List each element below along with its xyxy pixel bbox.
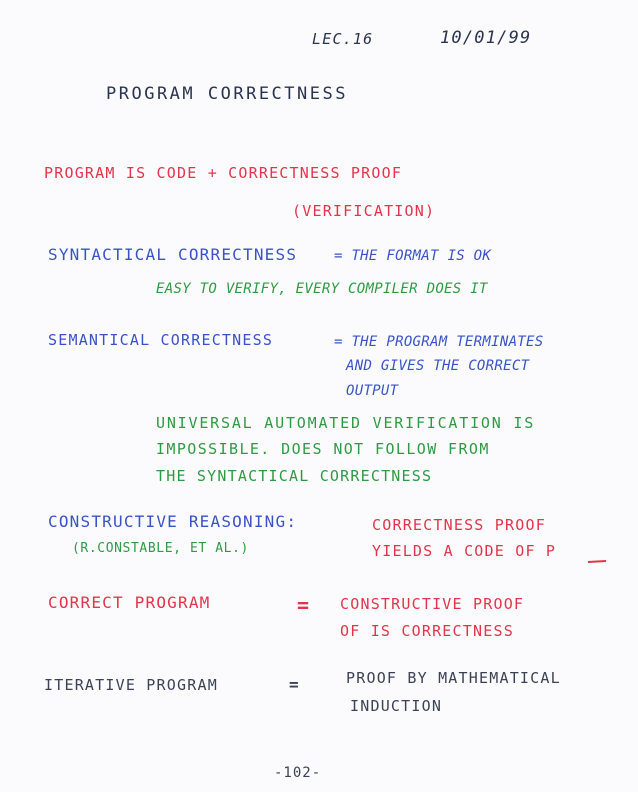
semantical-note-line-1: UNIVERSAL AUTOMATED VERIFICATION IS [156,414,536,432]
constructive-definition-line-2: YIELDS A CODE OF P [372,542,557,560]
semantical-note-line-3: THE SYNTACTICAL CORRECTNESS [156,467,433,485]
correct-program-term: CORRECT PROGRAM [48,593,211,612]
semantical-note-line-2: IMPOSSIBLE. DOES NOT FOLLOW FROM [156,440,490,458]
semantical-definition-line-2: AND GIVES THE CORRECT [346,358,530,374]
correct-program-definition-line-2: OF IS CORRECTNESS [340,622,514,640]
iterative-definition-line-2: INDUCTION [350,697,443,715]
correct-program-definition-line-1: CONSTRUCTIVE PROOF [340,595,525,613]
syntactical-note: EASY TO VERIFY, EVERY COMPILER DOES IT [156,281,488,297]
lecture-number: LEC.16 [312,30,374,48]
constructive-definition-line-1: CORRECTNESS PROOF [372,516,546,534]
program-definition: PROGRAM IS CODE + CORRECTNESS PROOF [44,164,403,182]
constructive-term: CONSTRUCTIVE REASONING: [48,512,298,531]
verification-note: (VERIFICATION) [292,202,436,220]
semantical-term: SEMANTICAL CORRECTNESS [48,331,274,349]
p-underline [588,561,606,562]
semantical-definition-line-3: OUTPUT [346,383,399,399]
semantical-definition-line-1: = THE PROGRAM TERMINATES [334,334,544,350]
correct-program-equals: = [297,593,311,617]
page-number: -102- [274,765,322,781]
iterative-program-equals: = [289,675,300,694]
constructive-attribution: (R.CONSTABLE, ET AL.) [72,541,249,556]
lecture-date: 10/01/99 [440,28,532,48]
syntactical-term: SYNTACTICAL CORRECTNESS [48,245,298,264]
iterative-program-term: ITERATIVE PROGRAM [44,676,218,694]
syntactical-definition: = THE FORMAT IS OK [334,248,492,264]
page-title: PROGRAM CORRECTNESS [106,84,348,104]
iterative-definition-line-1: PROOF BY MATHEMATICAL [346,669,561,687]
